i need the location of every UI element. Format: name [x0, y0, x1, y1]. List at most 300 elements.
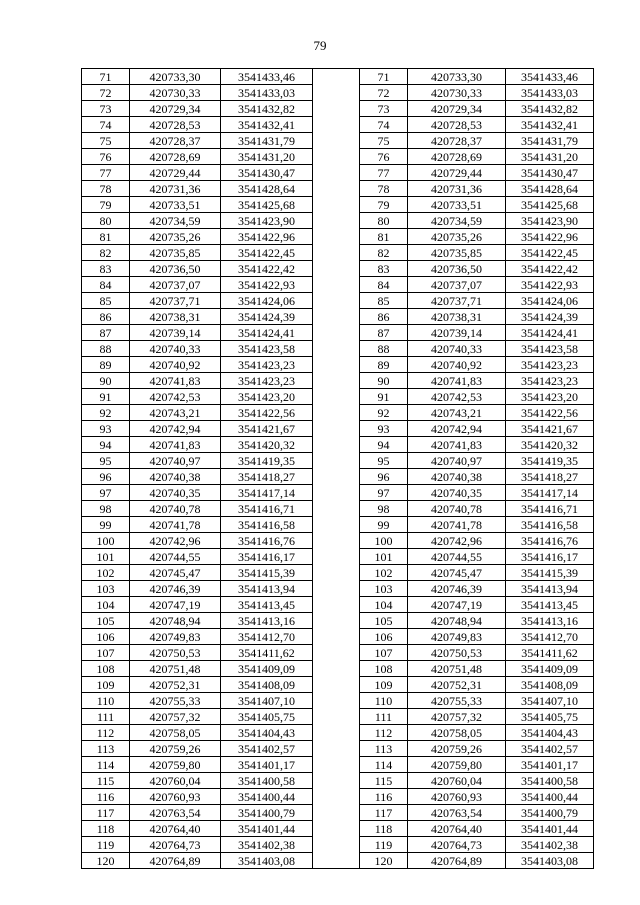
left-point-number-cell: 87	[82, 325, 130, 341]
right-point-number-cell: 76	[359, 149, 407, 165]
right-point-number-cell: 84	[359, 277, 407, 293]
right-y-coordinate-cell: 3541430,47	[506, 165, 594, 181]
column-gap	[312, 389, 359, 405]
right-x-coordinate-cell: 420752,31	[407, 677, 505, 693]
column-gap	[312, 757, 359, 773]
right-x-coordinate-cell: 420743,21	[407, 405, 505, 421]
left-y-coordinate-cell: 3541422,93	[220, 277, 312, 293]
table-row	[82, 197, 594, 213]
right-point-number-cell: 73	[359, 101, 407, 117]
right-point-number-cell: 95	[359, 453, 407, 469]
left-point-number-cell: 85	[82, 293, 130, 309]
right-x-coordinate-cell: 420760,04	[407, 773, 505, 789]
right-point-number-cell: 75	[359, 133, 407, 149]
table-row	[82, 133, 594, 149]
left-point-number-cell: 79	[82, 197, 130, 213]
right-point-number-cell: 94	[359, 437, 407, 453]
left-point-number-cell: 109	[82, 677, 130, 693]
left-point-number-cell: 92	[82, 405, 130, 421]
table-row	[82, 277, 594, 293]
left-y-coordinate-cell: 3541423,23	[220, 357, 312, 373]
left-point-number-cell: 102	[82, 565, 130, 581]
right-y-coordinate-cell: 3541402,38	[506, 837, 594, 853]
left-point-number-cell: 74	[82, 117, 130, 133]
left-point-number-cell: 81	[82, 229, 130, 245]
left-point-number-cell: 88	[82, 341, 130, 357]
left-x-coordinate-cell: 420763,54	[130, 805, 221, 821]
right-x-coordinate-cell: 420742,94	[407, 421, 505, 437]
left-point-number-cell: 95	[82, 453, 130, 469]
left-point-number-cell: 101	[82, 549, 130, 565]
right-y-coordinate-cell: 3541431,79	[506, 133, 594, 149]
right-y-coordinate-cell: 3541424,39	[506, 309, 594, 325]
column-gap	[312, 181, 359, 197]
column-gap	[312, 565, 359, 581]
left-x-coordinate-cell: 420740,33	[130, 341, 221, 357]
left-point-number-cell: 97	[82, 485, 130, 501]
left-y-coordinate-cell: 3541408,09	[220, 677, 312, 693]
left-y-coordinate-cell: 3541425,68	[220, 197, 312, 213]
left-y-coordinate-cell: 3541424,41	[220, 325, 312, 341]
left-y-coordinate-cell: 3541400,79	[220, 805, 312, 821]
right-y-coordinate-cell: 3541422,42	[506, 261, 594, 277]
left-y-coordinate-cell: 3541418,27	[220, 469, 312, 485]
table-row	[82, 341, 594, 357]
right-y-coordinate-cell: 3541422,45	[506, 245, 594, 261]
right-x-coordinate-cell: 420745,47	[407, 565, 505, 581]
left-point-number-cell: 105	[82, 613, 130, 629]
right-x-coordinate-cell: 420759,26	[407, 741, 505, 757]
right-point-number-cell: 104	[359, 597, 407, 613]
left-y-coordinate-cell: 3541403,08	[220, 853, 312, 869]
table-row	[82, 485, 594, 501]
left-point-number-cell: 96	[82, 469, 130, 485]
right-x-coordinate-cell: 420764,89	[407, 853, 505, 869]
left-x-coordinate-cell: 420741,83	[130, 437, 221, 453]
table-row	[82, 773, 594, 789]
right-x-coordinate-cell: 420740,33	[407, 341, 505, 357]
column-gap	[312, 773, 359, 789]
left-y-coordinate-cell: 3541424,06	[220, 293, 312, 309]
left-point-number-cell: 120	[82, 853, 130, 869]
left-y-coordinate-cell: 3541404,43	[220, 725, 312, 741]
left-point-number-cell: 110	[82, 693, 130, 709]
right-point-number-cell: 85	[359, 293, 407, 309]
column-gap	[312, 165, 359, 181]
left-x-coordinate-cell: 420734,59	[130, 213, 221, 229]
right-y-coordinate-cell: 3541400,79	[506, 805, 594, 821]
left-y-coordinate-cell: 3541401,44	[220, 821, 312, 837]
right-x-coordinate-cell: 420760,93	[407, 789, 505, 805]
left-y-coordinate-cell: 3541400,44	[220, 789, 312, 805]
left-x-coordinate-cell: 420740,78	[130, 501, 221, 517]
right-x-coordinate-cell: 420729,34	[407, 101, 505, 117]
left-point-number-cell: 113	[82, 741, 130, 757]
right-x-coordinate-cell: 420747,19	[407, 597, 505, 613]
right-y-coordinate-cell: 3541413,94	[506, 581, 594, 597]
right-x-coordinate-cell: 420758,05	[407, 725, 505, 741]
left-y-coordinate-cell: 3541401,17	[220, 757, 312, 773]
left-y-coordinate-cell: 3541433,46	[220, 69, 312, 85]
right-x-coordinate-cell: 420748,94	[407, 613, 505, 629]
left-point-number-cell: 107	[82, 645, 130, 661]
column-gap	[312, 245, 359, 261]
left-point-number-cell: 119	[82, 837, 130, 853]
right-y-coordinate-cell: 3541416,58	[506, 517, 594, 533]
left-y-coordinate-cell: 3541432,41	[220, 117, 312, 133]
left-x-coordinate-cell: 420759,26	[130, 741, 221, 757]
column-gap	[312, 741, 359, 757]
right-y-coordinate-cell: 3541422,96	[506, 229, 594, 245]
right-point-number-cell: 108	[359, 661, 407, 677]
table-row	[82, 501, 594, 517]
left-x-coordinate-cell: 420728,53	[130, 117, 221, 133]
left-x-coordinate-cell: 420737,07	[130, 277, 221, 293]
left-y-coordinate-cell: 3541422,96	[220, 229, 312, 245]
left-x-coordinate-cell: 420744,55	[130, 549, 221, 565]
left-point-number-cell: 103	[82, 581, 130, 597]
left-x-coordinate-cell: 420741,83	[130, 373, 221, 389]
right-x-coordinate-cell: 420728,53	[407, 117, 505, 133]
right-x-coordinate-cell: 420741,83	[407, 373, 505, 389]
column-gap	[312, 853, 359, 869]
right-y-coordinate-cell: 3541423,58	[506, 341, 594, 357]
left-point-number-cell: 94	[82, 437, 130, 453]
right-point-number-cell: 111	[359, 709, 407, 725]
left-y-coordinate-cell: 3541422,45	[220, 245, 312, 261]
right-point-number-cell: 105	[359, 613, 407, 629]
right-point-number-cell: 93	[359, 421, 407, 437]
table-row	[82, 821, 594, 837]
right-y-coordinate-cell: 3541422,56	[506, 405, 594, 421]
right-y-coordinate-cell: 3541424,06	[506, 293, 594, 309]
left-x-coordinate-cell: 420728,69	[130, 149, 221, 165]
table-row	[82, 581, 594, 597]
right-y-coordinate-cell: 3541413,16	[506, 613, 594, 629]
left-point-number-cell: 84	[82, 277, 130, 293]
table-row	[82, 565, 594, 581]
right-y-coordinate-cell: 3541422,93	[506, 277, 594, 293]
left-y-coordinate-cell: 3541423,58	[220, 341, 312, 357]
left-x-coordinate-cell: 420764,89	[130, 853, 221, 869]
right-x-coordinate-cell: 420741,83	[407, 437, 505, 453]
right-x-coordinate-cell: 420729,44	[407, 165, 505, 181]
right-point-number-cell: 72	[359, 85, 407, 101]
left-y-coordinate-cell: 3541424,39	[220, 309, 312, 325]
left-point-number-cell: 90	[82, 373, 130, 389]
right-point-number-cell: 99	[359, 517, 407, 533]
table-row	[82, 789, 594, 805]
right-point-number-cell: 89	[359, 357, 407, 373]
table-row	[82, 757, 594, 773]
right-x-coordinate-cell: 420736,50	[407, 261, 505, 277]
left-x-coordinate-cell: 420757,32	[130, 709, 221, 725]
column-gap	[312, 421, 359, 437]
right-x-coordinate-cell: 420742,96	[407, 533, 505, 549]
left-y-coordinate-cell: 3541428,64	[220, 181, 312, 197]
left-y-coordinate-cell: 3541409,09	[220, 661, 312, 677]
right-y-coordinate-cell: 3541423,90	[506, 213, 594, 229]
right-x-coordinate-cell: 420740,38	[407, 469, 505, 485]
left-y-coordinate-cell: 3541416,71	[220, 501, 312, 517]
right-x-coordinate-cell: 420750,53	[407, 645, 505, 661]
table-row	[82, 693, 594, 709]
table-row	[82, 853, 594, 869]
right-y-coordinate-cell: 3541433,46	[506, 69, 594, 85]
right-x-coordinate-cell: 420737,71	[407, 293, 505, 309]
left-x-coordinate-cell: 420742,94	[130, 421, 221, 437]
right-point-number-cell: 115	[359, 773, 407, 789]
right-point-number-cell: 86	[359, 309, 407, 325]
right-point-number-cell: 81	[359, 229, 407, 245]
left-y-coordinate-cell: 3541400,58	[220, 773, 312, 789]
right-y-coordinate-cell: 3541407,10	[506, 693, 594, 709]
right-y-coordinate-cell: 3541408,09	[506, 677, 594, 693]
right-x-coordinate-cell: 420763,54	[407, 805, 505, 821]
column-gap	[312, 405, 359, 421]
left-point-number-cell: 86	[82, 309, 130, 325]
right-point-number-cell: 77	[359, 165, 407, 181]
left-x-coordinate-cell: 420739,14	[130, 325, 221, 341]
left-point-number-cell: 89	[82, 357, 130, 373]
left-x-coordinate-cell: 420764,40	[130, 821, 221, 837]
left-y-coordinate-cell: 3541432,82	[220, 101, 312, 117]
right-point-number-cell: 98	[359, 501, 407, 517]
left-point-number-cell: 118	[82, 821, 130, 837]
right-x-coordinate-cell: 420749,83	[407, 629, 505, 645]
left-x-coordinate-cell: 420736,50	[130, 261, 221, 277]
table-row	[82, 309, 594, 325]
table-row	[82, 453, 594, 469]
column-gap	[312, 69, 359, 85]
table-row	[82, 645, 594, 661]
left-x-coordinate-cell: 420755,33	[130, 693, 221, 709]
table-row	[82, 437, 594, 453]
left-point-number-cell: 116	[82, 789, 130, 805]
column-gap	[312, 501, 359, 517]
right-x-coordinate-cell: 420755,33	[407, 693, 505, 709]
table-row	[82, 597, 594, 613]
left-y-coordinate-cell: 3541431,79	[220, 133, 312, 149]
right-point-number-cell: 109	[359, 677, 407, 693]
column-gap	[312, 581, 359, 597]
right-point-number-cell: 110	[359, 693, 407, 709]
left-y-coordinate-cell: 3541413,94	[220, 581, 312, 597]
table-row	[82, 117, 594, 133]
column-gap	[312, 661, 359, 677]
right-x-coordinate-cell: 420764,40	[407, 821, 505, 837]
column-gap	[312, 437, 359, 453]
table-row	[82, 229, 594, 245]
left-y-coordinate-cell: 3541415,39	[220, 565, 312, 581]
left-y-coordinate-cell: 3541423,23	[220, 373, 312, 389]
column-gap	[312, 517, 359, 533]
column-gap	[312, 821, 359, 837]
right-x-coordinate-cell: 420746,39	[407, 581, 505, 597]
table-row	[82, 69, 594, 85]
column-gap	[312, 213, 359, 229]
column-gap	[312, 597, 359, 613]
column-gap	[312, 725, 359, 741]
right-y-coordinate-cell: 3541425,68	[506, 197, 594, 213]
left-x-coordinate-cell: 420745,47	[130, 565, 221, 581]
left-x-coordinate-cell: 420758,05	[130, 725, 221, 741]
table-row	[82, 325, 594, 341]
column-gap	[312, 293, 359, 309]
left-point-number-cell: 117	[82, 805, 130, 821]
left-x-coordinate-cell: 420735,85	[130, 245, 221, 261]
column-gap	[312, 309, 359, 325]
left-point-number-cell: 115	[82, 773, 130, 789]
left-x-coordinate-cell: 420748,94	[130, 613, 221, 629]
right-y-coordinate-cell: 3541416,76	[506, 533, 594, 549]
table-row	[82, 357, 594, 373]
left-y-coordinate-cell: 3541421,67	[220, 421, 312, 437]
column-gap	[312, 613, 359, 629]
left-x-coordinate-cell: 420751,48	[130, 661, 221, 677]
left-y-coordinate-cell: 3541420,32	[220, 437, 312, 453]
column-gap	[312, 789, 359, 805]
right-point-number-cell: 92	[359, 405, 407, 421]
table-row	[82, 533, 594, 549]
right-x-coordinate-cell: 420740,35	[407, 485, 505, 501]
left-y-coordinate-cell: 3541411,62	[220, 645, 312, 661]
left-point-number-cell: 99	[82, 517, 130, 533]
column-gap	[312, 549, 359, 565]
table-row	[82, 389, 594, 405]
right-x-coordinate-cell: 420759,80	[407, 757, 505, 773]
left-point-number-cell: 98	[82, 501, 130, 517]
right-point-number-cell: 120	[359, 853, 407, 869]
table-row	[82, 85, 594, 101]
left-y-coordinate-cell: 3541413,16	[220, 613, 312, 629]
table-row	[82, 837, 594, 853]
left-x-coordinate-cell: 420760,93	[130, 789, 221, 805]
table-row	[82, 261, 594, 277]
left-y-coordinate-cell: 3541405,75	[220, 709, 312, 725]
right-x-coordinate-cell: 420733,51	[407, 197, 505, 213]
left-point-number-cell: 100	[82, 533, 130, 549]
right-point-number-cell: 112	[359, 725, 407, 741]
right-x-coordinate-cell: 420740,92	[407, 357, 505, 373]
left-point-number-cell: 91	[82, 389, 130, 405]
right-point-number-cell: 96	[359, 469, 407, 485]
left-x-coordinate-cell: 420731,36	[130, 181, 221, 197]
right-y-coordinate-cell: 3541409,09	[506, 661, 594, 677]
right-y-coordinate-cell: 3541416,71	[506, 501, 594, 517]
right-y-coordinate-cell: 3541428,64	[506, 181, 594, 197]
coordinates-table	[81, 68, 594, 869]
left-point-number-cell: 112	[82, 725, 130, 741]
right-y-coordinate-cell: 3541413,45	[506, 597, 594, 613]
table-row	[82, 213, 594, 229]
left-point-number-cell: 93	[82, 421, 130, 437]
left-y-coordinate-cell: 3541407,10	[220, 693, 312, 709]
column-gap	[312, 85, 359, 101]
right-x-coordinate-cell: 420737,07	[407, 277, 505, 293]
right-y-coordinate-cell: 3541411,62	[506, 645, 594, 661]
table-row	[82, 293, 594, 309]
right-point-number-cell: 106	[359, 629, 407, 645]
right-y-coordinate-cell: 3541417,14	[506, 485, 594, 501]
column-gap	[312, 645, 359, 661]
left-x-coordinate-cell: 420730,33	[130, 85, 221, 101]
left-y-coordinate-cell: 3541422,56	[220, 405, 312, 421]
table-row	[82, 725, 594, 741]
right-point-number-cell: 71	[359, 69, 407, 85]
right-x-coordinate-cell: 420739,14	[407, 325, 505, 341]
column-gap	[312, 325, 359, 341]
right-x-coordinate-cell: 420734,59	[407, 213, 505, 229]
column-gap	[312, 117, 359, 133]
right-y-coordinate-cell: 3541420,32	[506, 437, 594, 453]
left-point-number-cell: 75	[82, 133, 130, 149]
left-y-coordinate-cell: 3541402,38	[220, 837, 312, 853]
right-point-number-cell: 116	[359, 789, 407, 805]
right-y-coordinate-cell: 3541432,41	[506, 117, 594, 133]
right-x-coordinate-cell: 420733,30	[407, 69, 505, 85]
left-x-coordinate-cell: 420749,83	[130, 629, 221, 645]
right-x-coordinate-cell: 420751,48	[407, 661, 505, 677]
right-y-coordinate-cell: 3541402,57	[506, 741, 594, 757]
right-y-coordinate-cell: 3541401,17	[506, 757, 594, 773]
right-y-coordinate-cell: 3541423,23	[506, 373, 594, 389]
left-point-number-cell: 73	[82, 101, 130, 117]
right-point-number-cell: 117	[359, 805, 407, 821]
right-x-coordinate-cell: 420757,32	[407, 709, 505, 725]
left-x-coordinate-cell: 420729,44	[130, 165, 221, 181]
right-x-coordinate-cell: 420764,73	[407, 837, 505, 853]
right-point-number-cell: 79	[359, 197, 407, 213]
left-x-coordinate-cell: 420729,34	[130, 101, 221, 117]
right-point-number-cell: 87	[359, 325, 407, 341]
left-x-coordinate-cell: 420752,31	[130, 677, 221, 693]
right-x-coordinate-cell: 420744,55	[407, 549, 505, 565]
left-x-coordinate-cell: 420728,37	[130, 133, 221, 149]
table-row	[82, 709, 594, 725]
left-x-coordinate-cell: 420759,80	[130, 757, 221, 773]
left-x-coordinate-cell: 420764,73	[130, 837, 221, 853]
left-x-coordinate-cell: 420760,04	[130, 773, 221, 789]
table-row	[82, 245, 594, 261]
left-x-coordinate-cell: 420740,38	[130, 469, 221, 485]
right-y-coordinate-cell: 3541405,75	[506, 709, 594, 725]
right-y-coordinate-cell: 3541423,23	[506, 357, 594, 373]
left-x-coordinate-cell: 420750,53	[130, 645, 221, 661]
column-gap	[312, 149, 359, 165]
right-point-number-cell: 102	[359, 565, 407, 581]
table-row	[82, 517, 594, 533]
left-y-coordinate-cell: 3541431,20	[220, 149, 312, 165]
right-y-coordinate-cell: 3541416,17	[506, 549, 594, 565]
table-row	[82, 629, 594, 645]
left-y-coordinate-cell: 3541430,47	[220, 165, 312, 181]
left-x-coordinate-cell: 420740,97	[130, 453, 221, 469]
column-gap	[312, 693, 359, 709]
table-row	[82, 149, 594, 165]
left-point-number-cell: 72	[82, 85, 130, 101]
left-point-number-cell: 111	[82, 709, 130, 725]
left-y-coordinate-cell: 3541416,17	[220, 549, 312, 565]
right-y-coordinate-cell: 3541431,20	[506, 149, 594, 165]
right-x-coordinate-cell: 420730,33	[407, 85, 505, 101]
left-y-coordinate-cell: 3541416,58	[220, 517, 312, 533]
column-gap	[312, 229, 359, 245]
right-x-coordinate-cell: 420728,69	[407, 149, 505, 165]
left-y-coordinate-cell: 3541422,42	[220, 261, 312, 277]
right-point-number-cell: 78	[359, 181, 407, 197]
right-point-number-cell: 82	[359, 245, 407, 261]
